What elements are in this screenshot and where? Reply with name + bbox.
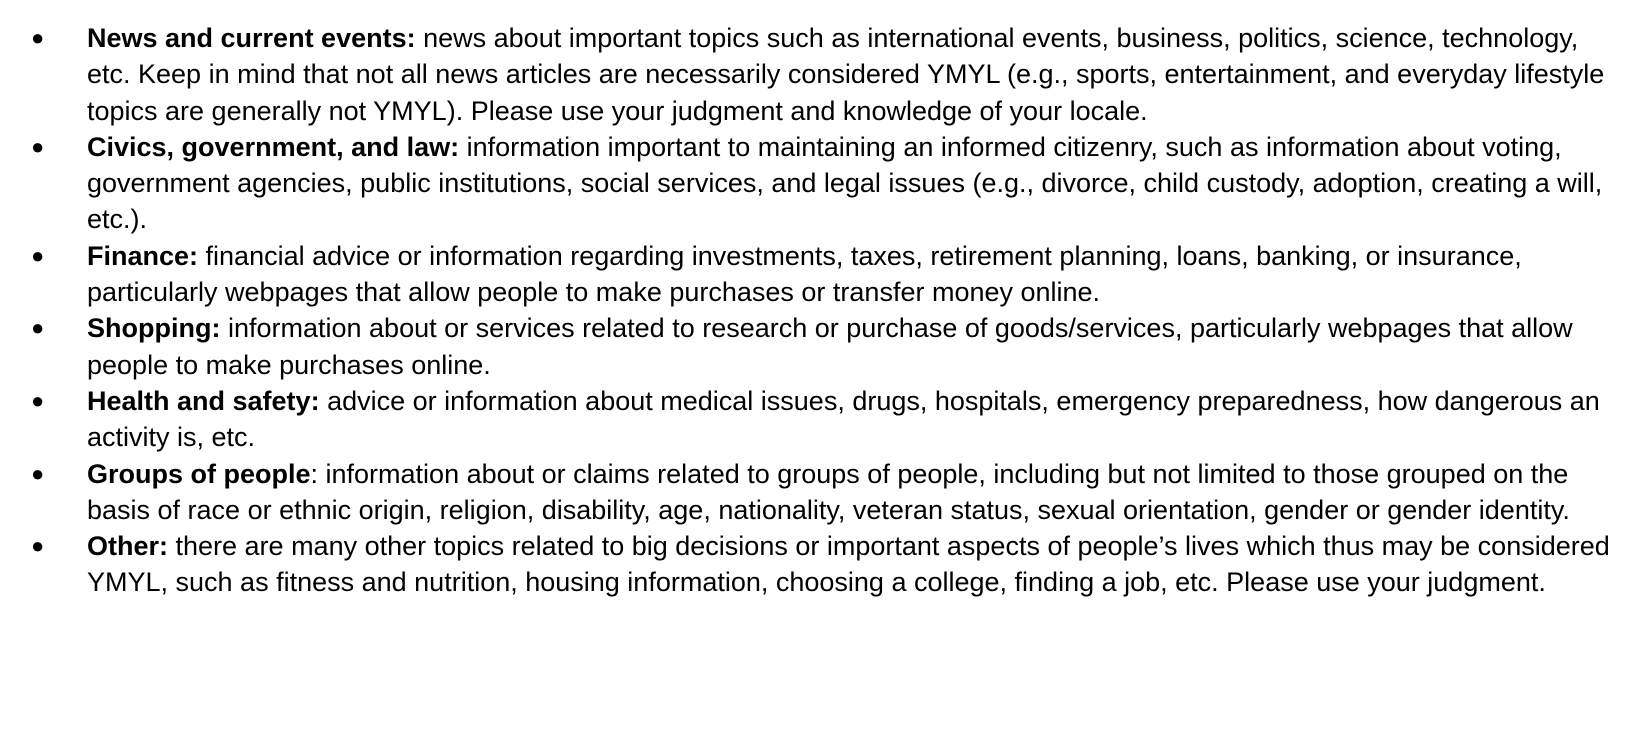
ymyl-topic-list xyxy=(0,20,1638,601)
item-text: there are many other topics related to big decisions or important aspects of people’s lives which thus may be considered YMYL, such as fitness and nutrition, housing information, choosing a college, finding a job, etc. Please use your judgment. xyxy=(87,531,1610,598)
bullet-icon: ● xyxy=(31,25,45,50)
list-item-shopping xyxy=(0,310,1638,383)
item-term: News and current events: xyxy=(87,23,416,53)
item-term: Shopping: xyxy=(87,313,221,344)
item-term: Health and safety: xyxy=(87,385,320,416)
item-text: advice or information about medical issues, drugs, hospitals, emergency preparedness, how dangerous an activity is, etc. xyxy=(87,385,1600,453)
bullet-icon: ● xyxy=(31,242,45,268)
bullet-icon: ● xyxy=(31,460,45,486)
item-text: information important to maintaining an informed citizenry, such as information about voting, government agencies, public institutions, social services, and legal issues (e.g., divorce, child custody, adoption, creating a will, etc.). xyxy=(87,131,1603,235)
list-item-health xyxy=(0,383,1638,456)
item-term: Other: xyxy=(87,531,168,562)
bullet-icon: ● xyxy=(31,133,45,159)
list-item-finance xyxy=(0,238,1638,311)
list-item-other xyxy=(0,528,1638,601)
item-term: Civics, government, and law: xyxy=(87,131,460,162)
bullet-icon: ● xyxy=(31,387,45,413)
item-term: Groups of people xyxy=(87,458,311,489)
list-item-civics xyxy=(0,129,1638,238)
list-item-news xyxy=(0,20,1638,129)
item-text: information about or services related to research or purchase of goods/services, particularly webpages that allow people to make purchases online. xyxy=(87,313,1573,380)
bullet-icon: ● xyxy=(31,533,45,559)
item-text: : information about or claims related to groups of people, including but not limited to those grouped on the basis of race or ethnic origin, religion, disability, age, nationality, veteran status, sexual orientation, gender or gender identity. xyxy=(87,458,1570,525)
item-text: news about important topics such as international events, business, politics, science, technology, etc. Keep in mind that not all news articles are necessarily considered YMYL (e.g., sports, entertainment, and everyday lifestyle topics are generally not YMYL). Please use your judgment and knowledge of your locale. xyxy=(87,23,1605,126)
item-text: financial advice or information regarding investments, taxes, retirement planning, loans, banking, or insurance, particularly webpages that allow people to make purchases or transfer money online. xyxy=(87,240,1522,308)
item-term: Finance: xyxy=(87,240,199,271)
bullet-icon: ● xyxy=(31,315,45,341)
list-item-groups xyxy=(0,456,1638,529)
